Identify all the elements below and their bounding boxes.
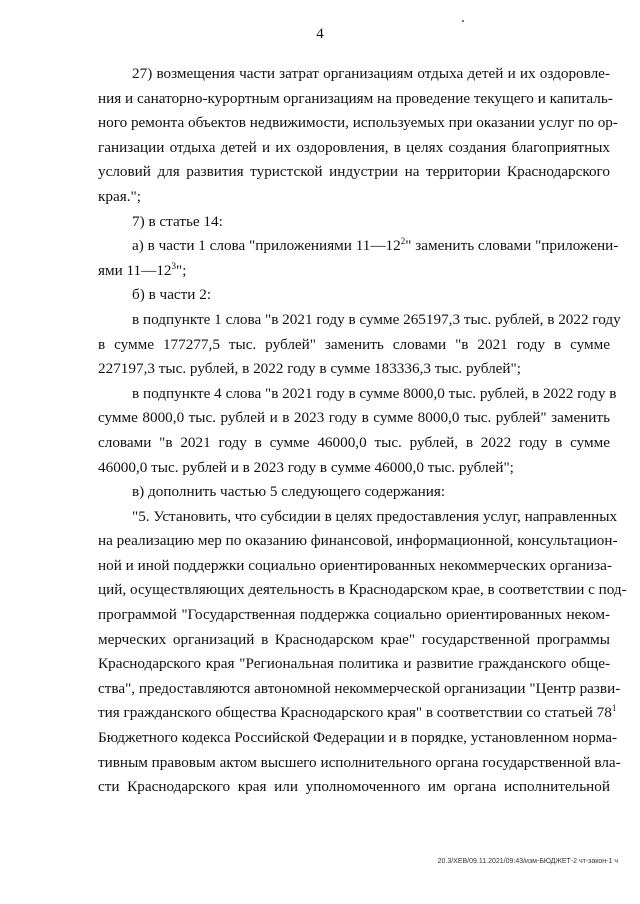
document-body	[98, 62, 627, 800]
text-line	[98, 431, 610, 456]
text-line	[98, 505, 618, 530]
text-line	[98, 333, 610, 358]
text-line-content: ния и санаторно-курортным организациям на проведение текущего и капиталь-	[98, 89, 613, 107]
text-line-content: словами "в 2021 году в сумме 46000,0 тыс. рублей, в 2022 году в сумме	[98, 433, 610, 451]
text-line	[98, 775, 610, 800]
text-line-content: ного ремонта объектов недвижимости, используемых при оказании услуг по ор-	[98, 114, 618, 132]
text-line-content: на реализацию мер по оказанию финансовой, информационной, консультацион-	[98, 532, 618, 550]
text-line	[98, 185, 610, 210]
text-line	[98, 308, 621, 333]
text-line-content: "5. Установить, что субсидии в целях предоставления услуг, направленных	[132, 507, 618, 525]
text-line	[98, 652, 610, 677]
text-line-content: ства", предоставляются автономной некоммерческой организации "Центр разви-	[98, 679, 621, 697]
text-line-content: Бюджетного кодекса Российской Федерации и в порядке, установленном норма-	[98, 729, 618, 747]
superscript: 3	[171, 260, 177, 271]
page-number: 4	[316, 26, 324, 42]
text-line-content: ций, осуществляющих деятельность в Краснодарском крае, в соответствии с под-	[98, 581, 627, 599]
text-line	[98, 726, 618, 751]
text-line-content: в подпункте 4 слова "в 2021 году в сумме 8000,0 тыс. рублей, в 2022 году в	[132, 384, 617, 402]
text-line	[98, 406, 610, 431]
text-line	[98, 259, 610, 284]
text-line-continuation: " заменить словами "приложени-	[405, 237, 619, 255]
text-line	[98, 382, 617, 407]
text-line	[98, 160, 610, 185]
text-line	[98, 357, 610, 382]
text-line-content: 7) в статье 14:	[132, 212, 223, 230]
text-line	[98, 62, 610, 87]
text-line	[98, 87, 613, 112]
text-line	[98, 456, 610, 481]
text-line-content: 46000,0 тыс. рублей и в 2023 году в сумме 46000,0 тыс. рублей";	[98, 458, 514, 476]
text-line-content: программой "Государственная поддержка социально ориентированных неком-	[98, 606, 610, 624]
text-line	[98, 677, 621, 702]
text-line-continuation: ";	[176, 261, 187, 279]
text-line-content: в сумме 177277,5 тыс. рублей" заменить словами "в 2021 году в сумме	[98, 335, 610, 353]
text-line	[98, 701, 617, 726]
text-line	[98, 210, 610, 235]
superscript: 2	[400, 236, 406, 247]
text-line	[98, 480, 610, 505]
text-line-content: тивным правовым актом высшего исполнительного органа государственной вла-	[98, 753, 621, 771]
text-line-content: ной и иной поддержки социально ориентированных некоммерческих организа-	[98, 556, 612, 574]
text-line-content: в) дополнить частью 5 следующего содержания:	[132, 483, 446, 501]
text-line-content: 27) возмещения части затрат организациям отдыха детей и их оздоровле-	[132, 65, 610, 82]
text-line-content: мерческих организаций в Краснодарском крае" государственной программы	[98, 630, 610, 648]
text-line-content: ганизации отдыха детей и их оздоровления, в целях создания благоприятных	[98, 138, 610, 156]
text-line	[98, 628, 610, 653]
text-line-content: сти Краснодарского края или уполномоченного им органа исполнительной	[98, 778, 610, 796]
text-line-content: ями 11—12	[98, 261, 172, 279]
text-line-content: тия гражданского общества Краснодарского края" в соответствии со статьей 78	[98, 704, 612, 722]
text-line-content: Краснодарского края "Региональная политика и развитие гражданского обще-	[98, 655, 610, 673]
scan-speck	[462, 20, 464, 22]
text-line	[98, 111, 618, 136]
footer-code: 20.3/ХЕВ/09.11.2021/09:43/изм-БЮДЖЕТ-2 чт-закон-1 ч	[437, 858, 618, 865]
text-line-content: сумме 8000,0 тыс. рублей и в 2023 году в сумме 8000,0 тыс. рублей" заменить	[98, 409, 610, 427]
text-line	[98, 554, 610, 579]
text-line-content: а) в части 1 слова "приложениями 11—12	[132, 237, 401, 255]
text-line-content: условий для развития туристской индустрии на территории Краснодарского	[98, 163, 610, 181]
text-line	[98, 578, 627, 603]
text-line-content: б) в части 2:	[132, 286, 212, 304]
text-line	[98, 283, 610, 308]
text-line	[98, 529, 618, 554]
text-line	[98, 603, 610, 628]
text-line	[98, 136, 610, 161]
text-line	[98, 234, 619, 259]
text-line-content: 227197,3 тыс. рублей, в 2022 году в сумме 183336,3 тыс. рублей";	[98, 360, 521, 378]
text-line	[98, 751, 621, 776]
superscript: 1	[611, 703, 617, 714]
text-line-content: края.";	[98, 187, 141, 205]
text-line-content: в подпункте 1 слова "в 2021 году в сумме 265197,3 тыс. рублей, в 2022 году	[132, 310, 621, 328]
